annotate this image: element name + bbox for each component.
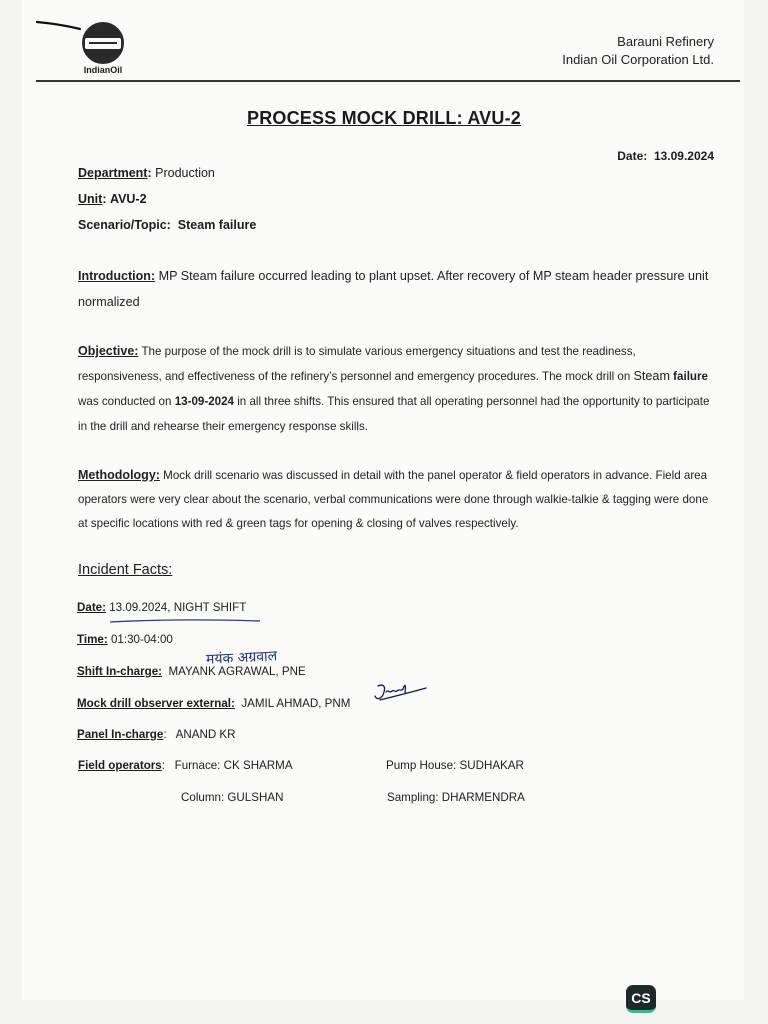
field-operators-label: Field operators xyxy=(78,759,162,772)
hindi-signature: मयंक अग्रवाल xyxy=(205,648,278,668)
objective-label: Objective: xyxy=(78,344,139,358)
date-value: 13.09.2024 xyxy=(653,149,714,163)
incident-date-label: Date: xyxy=(77,601,106,614)
incident-time-value: 01:30-04:00 xyxy=(110,633,173,646)
incident-time-field xyxy=(77,633,173,646)
page-title: PROCESS MOCK DRILL: AVU-2 xyxy=(246,108,521,128)
header-rule xyxy=(36,80,740,82)
objective-failure: failure xyxy=(673,370,708,383)
scenario-field xyxy=(78,218,256,232)
methodology-label: Methodology: xyxy=(78,468,160,482)
introduction-label: Introduction: xyxy=(78,269,156,283)
sampling-operator: Sampling: DHARMENDRA xyxy=(387,791,525,804)
indianoil-emblem-icon xyxy=(82,22,124,64)
shift-incharge-label: Shift In-charge: xyxy=(77,665,163,678)
objective-paragraph xyxy=(78,339,718,439)
camscanner-badge-icon: CS xyxy=(626,985,656,1013)
indianoil-logo xyxy=(78,22,128,75)
org-name-refinery: Barauni Refinery xyxy=(617,34,714,49)
objective-text-a: The purpose of the mock drill is to simulate various emergency situations and test the readiness, responsiveness, and effectiveness of the refinery’s personnel and emergency procedures. The mock drill on xyxy=(78,345,636,383)
incident-date-field xyxy=(77,601,246,614)
unit-label: Unit xyxy=(78,192,103,206)
unit-field: Unit: AVU-2 xyxy=(78,192,147,206)
unit-value: AVU-2 xyxy=(109,192,147,206)
field-operators-field: Field operators: Furnace: CK SHARMA xyxy=(78,759,293,772)
observer-field xyxy=(77,697,350,710)
panel-incharge-value: ANAND KR xyxy=(175,728,236,741)
shift-incharge-value: MAYANK AGRAWAL, PNE xyxy=(168,665,306,678)
logo-text: IndianOil xyxy=(83,65,123,75)
pen-stroke-mark xyxy=(36,18,82,32)
introduction-paragraph xyxy=(78,263,718,315)
observer-label: Mock drill observer external: xyxy=(77,697,235,710)
methodology-paragraph xyxy=(78,463,718,536)
panel-incharge-label: Panel In-charge xyxy=(77,728,164,741)
department-field: Department: Production xyxy=(78,166,215,180)
handwritten-underline xyxy=(108,617,264,625)
scenario-value: Steam failure xyxy=(177,218,257,232)
date-label: Date: xyxy=(617,149,648,163)
objective-text-c: in all three shifts. This ensured that all operating personnel had the opportunity to participate in the drill and rehearse their emergency response skills. xyxy=(78,395,710,433)
incident-time-label: Time: xyxy=(77,633,108,646)
panel-incharge-field: Panel In-charge: ANAND KR xyxy=(77,728,236,741)
incident-date-value: 13.09.2024, NIGHT SHIFT xyxy=(109,601,247,614)
observer-value: JAMIL AHMAD, PNM xyxy=(241,697,351,710)
shift-incharge-field xyxy=(77,665,306,678)
objective-date: 13-09-2024 xyxy=(174,395,234,408)
incident-facts-heading: Incident Facts: xyxy=(78,562,173,578)
column-operator: Column: GULSHAN xyxy=(181,791,284,804)
org-name-corporation: Indian Oil Corporation Ltd. xyxy=(562,52,714,67)
furnace-operator: Furnace: CK SHARMA xyxy=(174,759,293,772)
scenario-label: Scenario/Topic: xyxy=(78,218,171,232)
introduction-text: MP Steam failure occurred leading to plant upset. After recovery of MP steam header pressure unit normalized xyxy=(78,269,709,309)
objective-text-b: was conducted on xyxy=(78,395,175,408)
objective-steam: Steam xyxy=(633,369,670,383)
department-value: Production xyxy=(155,166,215,180)
pump-house-operator: Pump House: SUDHAKAR xyxy=(386,759,524,772)
document-date xyxy=(617,149,714,163)
department-label: Department xyxy=(78,166,148,180)
observer-signature xyxy=(372,680,432,706)
methodology-text: Mock drill scenario was discussed in detail with the panel operator & field operators in advance. Field area operators were very clear about the scenario, verbal communications were done through walkie-talkie & tagging were done at specific locations with red & green tags for opening & closing of valves respectively. xyxy=(78,469,709,530)
